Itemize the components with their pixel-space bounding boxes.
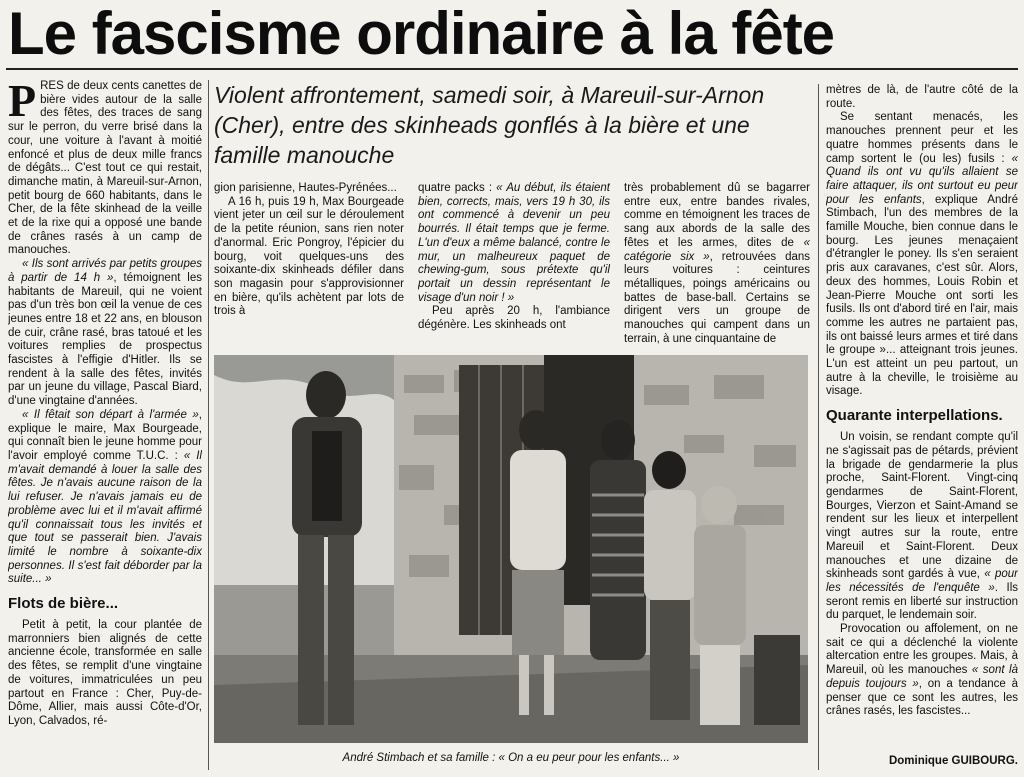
article-column-2 (214, 182, 404, 350)
photo-illustration (214, 355, 808, 743)
article-column-3 (418, 182, 610, 350)
paragraph (624, 182, 810, 346)
quote: « pour les nécessités de l'enquête » (826, 568, 1018, 594)
paragraph: gion parisienne, Hautes-Pyrénées... (214, 182, 397, 194)
paragraph: mètres de là, de l'autre côté de la route. (826, 84, 1018, 110)
article-column-1 (8, 80, 202, 770)
quote: « Ils sont arrivés par petits groupes à partir de 14 h » (8, 258, 202, 284)
quote: « Il m'avait demandé à louer la salle des fêtes. Je n'avais aucune raison de la lui refuser. Je n'avais jamais eu de problème avec lui et il m'avait affirmé qu'il connaissait tous les invités et que tout se passerait bien. J'avais limité le nombre à soixante-dix personnes. Il s'est fait déborder par la suite... » (8, 449, 202, 586)
column-divider (818, 84, 819, 770)
quote: « Au début, ils étaient bien, corrects, mais, vers 19 h 30, ils ont commencé à devenir un peu bourrés. Il était temps que je ferme. L'un d'eux a même balancé, contre le mur, un malheureux paquet de chewing-gum, sous prétexte qu'il portait un dessin représentant le visage d'un noir ! » (418, 182, 610, 304)
headline: Le fascisme ordinaire à la fête (8, 0, 835, 67)
drop-cap: P (8, 80, 37, 126)
article-column-5 (826, 84, 1018, 724)
paragraph (826, 431, 1018, 623)
text-run: Se sentant menacés, les manouches prennent peur et les quatre hommes présents dans le camp sortent le (ou les) fusils : (826, 111, 1018, 165)
text-run: Un voisin, se rendant compte qu'il ne s'agissait pas de pétards, prévient la brigade de gendarmerie la plus proche, Saint-Florent. Vingt-cinq gendarmes de Saint-Florent, Bourges, Vierzon et Saint-Amand se rendent sur les lieux et interpellent vingt autres sur la route, entre Mareuil et Saint-Florent. Deux manouches et une dizaine de skinheads sont gardés à vue, (826, 431, 1018, 581)
text-run: , témoignent les habitants de Mareuil, qui ne voient pas d'un très bon œil la venue de ces jeunes entre 18 et 22 ans, en blouson de cuir, crâne rasé, bras tatoué et les voitures remplies de prospectus fascistes à l'effigie d'Hitler. Ils se rendent à la salle des fêtes, invités par un jeune du village, Pascal Biard, d'une vingtaine d'années. (8, 271, 202, 408)
quote: « catégorie six » (624, 236, 810, 263)
author-byline: Dominique GUIBOURG. (888, 755, 1018, 767)
text-run: , retrouvées dans leurs voitures : ceintures métalliques, poings américains ou battes de base-ball. Certains se dirigent vers un groupe de manouches qui campent dans un terrain, à une cinquantaine de (624, 250, 810, 345)
paragraph (418, 182, 610, 305)
standfirst: Violent affrontement, samedi soir, à Mareuil-sur-Arnon (Cher), entre des skinheads gonflés à la bière et une famille manouche (214, 82, 765, 168)
opening-paragraph (8, 80, 202, 258)
photo-caption: André Stimbach et sa famille : « On a eu peur pour les enfants... » (342, 752, 680, 764)
text-run: , explique André Stimbach, l'un des membres de la famille Mouche, bien connue dans le bourg. Les jeunes menaçaient d'étrangler le poney. Ils s'en seraient pris aux caravanes, c'est sûr. Alors, deux des hommes, Louis Robin et Jean-Pierre Mouche ont sorti les fusils. Ils ont d'abord tiré en l'air, mais comme les autres ne partaient pas, ils ont baissé leurs armes et tiré dans le groupe » (826, 193, 1018, 357)
paragraph: Peu après 20 h, l'ambiance dégénère. Les skinheads ont (418, 305, 610, 332)
subheading-quarante-interpellations: Quarante interpellations. (826, 407, 1003, 425)
paragraph (8, 258, 202, 409)
text-run: RES de deux cents canettes de bière vides autour de la salle des fêtes, des traces de sang sur le perron, du verre brisé dans la cour, une voiture à l'avant à moitié enfoncé et plus de deux mille francs de dégâts... C'est tout ce qui restait, dimanche matin, à Mareuil-sur-Arnon, petit bourg de 660 habitants, dans le Cher, de la fête skinhead de la veille et de la rixe qui a opposé une bande de crânes rasés à un camp de manouches. (8, 80, 202, 257)
column-divider (208, 80, 209, 770)
family-photograph (214, 355, 808, 743)
text-run: ... atteignant trois jeunes. L'un est atteint un peu partout, un autre à la cheville, le troisième au visage. (826, 344, 1018, 398)
text-run: quatre packs : (418, 182, 497, 194)
paragraph: A 16 h, puis 19 h, Max Bourgeade vient jeter un œil sur le déroulement de la petite réunion, sans rien noter d'anormal. Eric Pongroy, l'épicier du bourg, voit quelques-uns des soixante-dix skinheads défiler dans son magasin pour s'approvisionner en bière, qu'ils achètent par lots de trois à (214, 195, 404, 318)
paragraph (826, 623, 1018, 719)
text-run: très probablement dû se bagarrer entre eux, entre bandes rivales, comme en témoignent les traces de sang aux abords de la salle des fêtes et les armes, dites de (624, 182, 810, 249)
quote: « sont là depuis toujours » (826, 664, 1018, 690)
article-column-4 (624, 182, 810, 350)
text-run: Provocation ou affolement, on ne sait ce qui a déclenché la violente altercation entre les groupes. Mais, à Mareuil, où les manouches (826, 623, 1018, 677)
quote: « Il fêtait son départ à l'armée » (22, 408, 199, 421)
text-run: , explique le maire, Max Bourgeade, qui connaît bien le jeune homme pour l'avoir employé comme T.U.C. : (8, 408, 202, 462)
quote: « Quand ils ont vu qu'ils allaient se faire attaquer, ils ont surtout eu peur pour les enfants (826, 152, 1018, 206)
subheading-flots-de-biere: Flots de bière... (8, 595, 119, 613)
paragraph (8, 409, 202, 587)
paragraph: Petit à petit, la cour plantée de marronniers bien alignés de cette ancienne école, transformée en salle des fêtes, se remplit d'une vingtaine de voitures, immatriculées un peu partout en France : Cher, Puy-de-Dôme, Allier, mais aussi Côte-d'Or, Lyon, Calvados, ré- (8, 619, 202, 727)
text-run: . Ils seront remis en liberté sur instruction du parquet, le lendemain soir. (826, 581, 1018, 622)
text-run: , on a tendance à penser que ce sont les autres, les crânes rasés, les fascistes... (826, 677, 1018, 718)
paragraph (826, 111, 1018, 399)
headline-rule (6, 68, 1018, 70)
